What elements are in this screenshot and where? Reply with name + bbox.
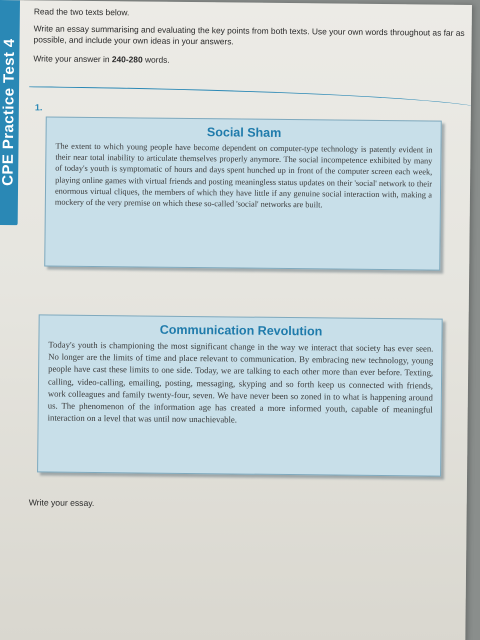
word-count-range: 240-280	[111, 54, 143, 65]
question-number: 1.	[34, 102, 43, 113]
word-count-prefix: Write your answer in	[33, 53, 112, 65]
section-tab-label: CPE Practice Test 4	[0, 38, 19, 186]
section-divider	[29, 86, 472, 111]
instruction-word-count	[33, 53, 472, 69]
text-box-social-sham	[44, 116, 442, 270]
text-title: Communication Revolution	[159, 322, 323, 339]
text-body: The extent to which young people have become dependent on computer-type technology is patently evident in their near total inability to articulate themselves properly anymore. The social incompetence exhibited by many of today's youth is symptomatic of hours and days spent hunched up in front of the computer screen each week, playing online games with virtual friends and posting meaningless status updates on their 'social' network to their enormous virtual cliques, the members of which they have little if any genuine social interaction with, making a mockery of the very premise on which these so-called 'social' networks are built.	[54, 141, 433, 210]
instructions	[33, 6, 472, 77]
essay-prompt: Write your essay.	[28, 497, 95, 509]
word-count-suffix: words.	[142, 54, 170, 65]
section-tab	[0, 0, 20, 225]
text-box-communication-revolution	[37, 314, 443, 476]
text-title: Social Sham	[206, 125, 282, 140]
instruction-read: Read the two texts below.	[33, 6, 130, 18]
text-body: Today's youth is championing the most significant change in the way we interact that society has ever seen. No longer are the limits of time and place relevant to communication. By embracing new technology, young people have cast these limits to one side. Today, we are talking to each other more than ever before. Texting, calling, video-calling, emailing, posting, messaging, skyping and so forth keep us connected with friends, work colleagues and family twenty-four, seven. We have never been so zoned in to what is happening around us. The phenomenon of the information age has created a more informed youth, capable of meaningful interaction on a level that was until now unachievable.	[47, 339, 434, 425]
instruction-essay: Write an essay summarising and evaluating the key points from both texts. Use your own words throughout as far as possible, and include your own ideas in your answers.	[33, 23, 465, 47]
